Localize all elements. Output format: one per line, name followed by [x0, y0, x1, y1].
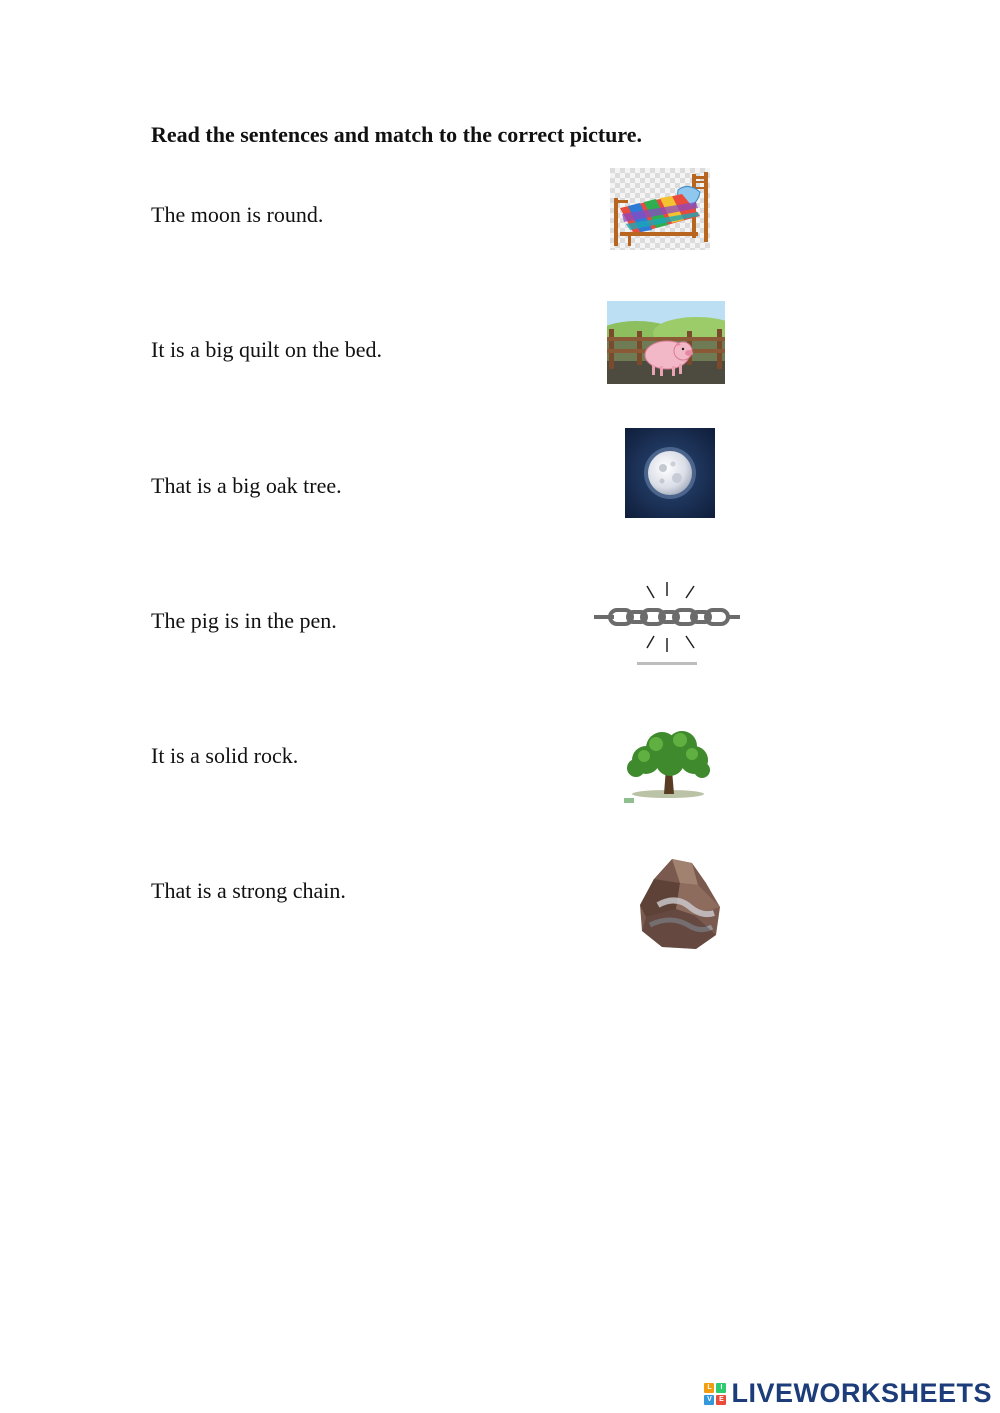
rock-icon[interactable]	[636, 855, 724, 952]
sentence-4[interactable]: The pig is in the pen.	[151, 608, 337, 633]
chain-icon[interactable]	[592, 578, 742, 670]
sentence-6[interactable]: That is a strong chain.	[151, 878, 346, 903]
sentence-5[interactable]: It is a solid rock.	[151, 743, 299, 768]
liveworksheets-logo	[704, 1378, 992, 1409]
logo-mark-icon: L I V E	[704, 1383, 726, 1405]
instruction-heading: Read the sentences and match to the correct picture.	[151, 122, 643, 147]
sentence-2[interactable]: It is a big quilt on the bed.	[151, 337, 382, 362]
moon-icon[interactable]	[625, 428, 715, 518]
sentence-3[interactable]: That is a big oak tree.	[151, 473, 342, 498]
logo-text: LIVEWORKSHEETS	[731, 1378, 992, 1408]
tree-icon[interactable]	[622, 728, 714, 804]
bed-icon[interactable]	[610, 168, 710, 250]
sentence-1[interactable]: The moon is round.	[151, 202, 324, 227]
pig-icon[interactable]	[607, 301, 725, 384]
